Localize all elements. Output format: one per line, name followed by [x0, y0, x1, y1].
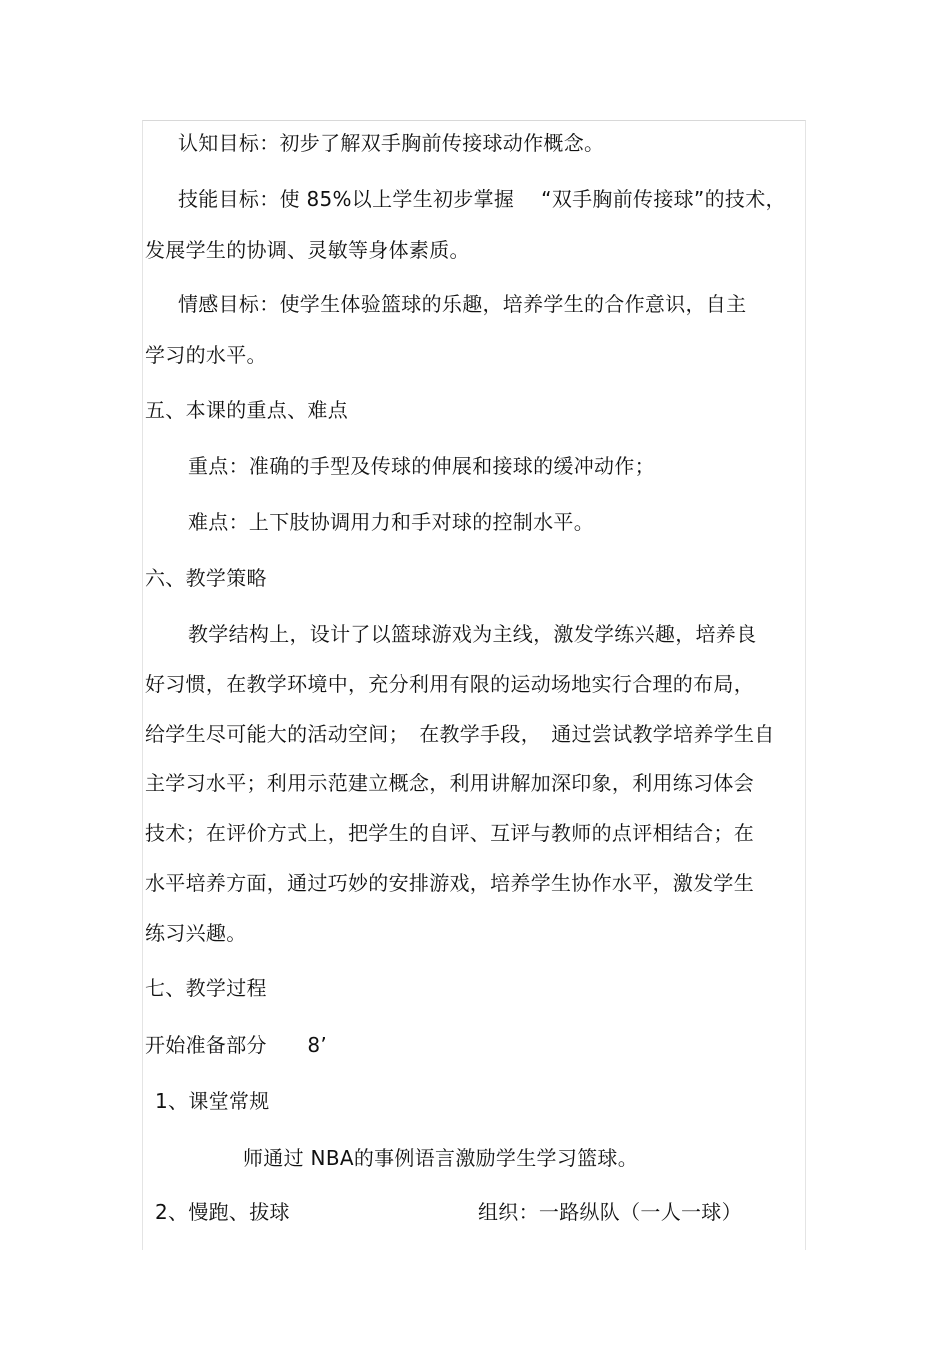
strategy-line: 水平培养方面，通过巧妙的安排游戏，培养学生协作水平，激发学生 — [145, 871, 754, 895]
affective-objective-line-2: 学习的水平。 — [145, 343, 267, 367]
warmup-part-title: 开始准备部分 8’ — [145, 1033, 328, 1057]
skill-objective-line-2: 发展学生的协调、灵敏等身体素质。 — [145, 238, 470, 262]
difficulty-point: 难点：上下肢协调用力和手对球的控制水平。 — [188, 510, 594, 534]
strategy-line: 主学习水平；利用示范建立概念，利用讲解加深印象，利用练习体会 — [145, 771, 754, 795]
item-1-text: 师通过 NBA的事例语言激励学生学习篮球。 — [243, 1146, 639, 1170]
strategy-line: 技术；在评价方式上，把学生的自评、互评与教师的点评相结合；在 — [145, 821, 754, 845]
strategy-line: 给学生尽可能大的活动空间； 在教学手段， 通过尝试教学培养学生自 — [145, 722, 775, 746]
section-6-heading: 六、教学策略 — [145, 566, 267, 590]
cognitive-objective: 认知目标：初步了解双手胸前传接球动作概念。 — [178, 131, 605, 155]
affective-objective-line-1: 情感目标：使学生体验篮球的乐趣，培养学生的合作意识，自主 — [178, 292, 747, 316]
item-2-title: 2、慢跑、拔球 — [155, 1200, 290, 1224]
section-7-heading: 七、教学过程 — [145, 976, 267, 1000]
strategy-line: 练习兴趣。 — [145, 921, 247, 945]
strategy-line: 好习惯，在教学环境中，充分利用有限的运动场地实行合理的布局， — [145, 672, 754, 696]
section-5-heading: 五、本课的重点、难点 — [145, 398, 348, 422]
key-point: 重点：准确的手型及传球的伸展和接球的缓冲动作； — [188, 454, 655, 478]
skill-objective-line-1: 技能目标：使 85%以上学生初步掌握 “双手胸前传接球”的技术， — [178, 187, 786, 211]
item-2-organization: 组织：一路纵队（一人一球） — [478, 1200, 742, 1224]
item-1-title: 1、课堂常规 — [155, 1089, 270, 1113]
strategy-line: 教学结构上，设计了以篮球游戏为主线，激发学练兴趣，培养良 — [188, 622, 757, 646]
